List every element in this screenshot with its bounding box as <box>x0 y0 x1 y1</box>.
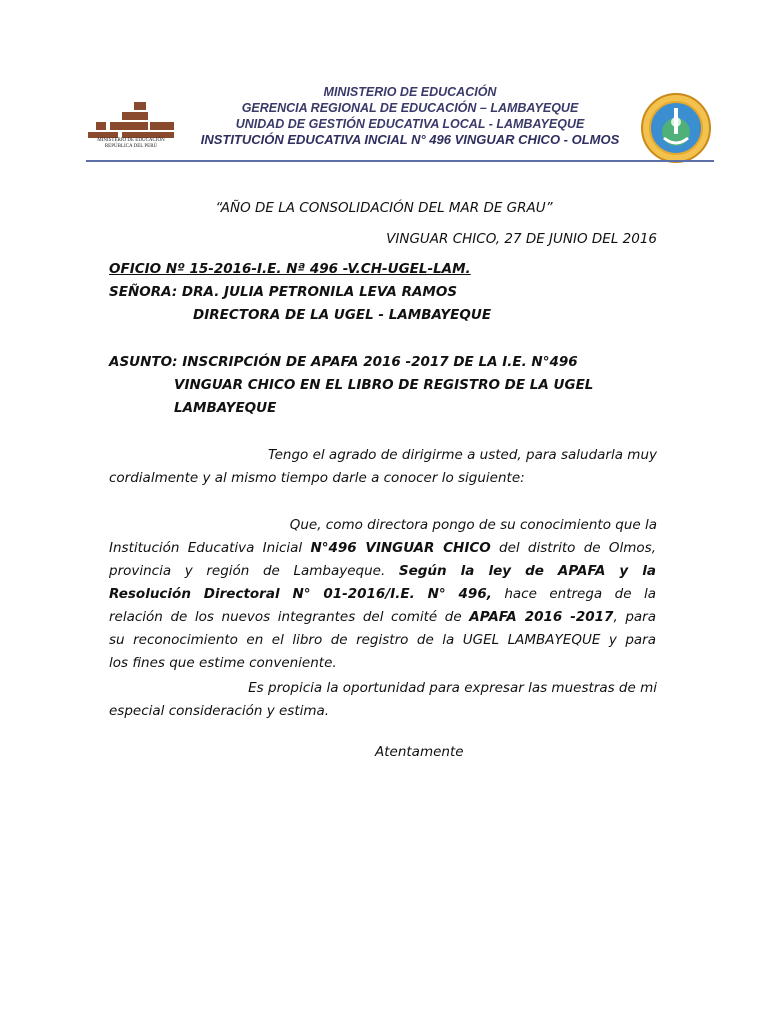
paragraph-2-line-3 <box>109 560 656 583</box>
paragraph-2-line-5 <box>109 606 656 629</box>
asunto-text: ASUNTO: INSCRIPCIÓN DE APAFA 2016 -2017 DE LA I.E. N°496 <box>109 354 578 370</box>
text-span-bold: Resolución Directoral N° 01-2016/I.E. N° 496, <box>109 586 492 602</box>
asunto-text: VINGUAR CHICO EN EL LIBRO DE REGISTRO DE LA UGEL <box>174 377 594 393</box>
header-ugel: UNIDAD DE GESTIÓN EDUCATIVA LOCAL - LAMBAYEQUE <box>235 117 585 131</box>
text-span: Institución Educativa Inicial <box>109 540 311 556</box>
text-span-bold: N°496 VINGUAR CHICO <box>310 540 491 556</box>
asunto-text: LAMBAYEQUE <box>174 400 277 416</box>
text-span-bold: Según la ley de APAFA y la <box>398 563 656 579</box>
paragraph-2-line-1: Que, como directora pongo de su conocimiento que la <box>289 517 657 533</box>
text-span: del distrito de Olmos, <box>490 540 656 556</box>
logo-caption-line: REPÚBLICA DEL PERÚ <box>104 144 158 149</box>
year-motto <box>0 197 768 220</box>
recipient-title-text: DIRECTORA DE LA UGEL - LAMBAYEQUE <box>193 307 492 323</box>
text-span: relación de los nuevos integrantes del comité de <box>109 609 470 625</box>
header-ministry: MINISTERIO DE EDUCACIÓN <box>323 85 497 99</box>
institution-seal-icon <box>640 92 712 164</box>
oficio-number <box>109 258 471 281</box>
logo-caption-line: MINISTERIO DE EDUCACIÓN <box>97 138 165 143</box>
paragraph-2-line-6: su reconocimiento en el libro de registro de la UGEL LAMBAYEQUE y para <box>109 632 656 648</box>
text-span: hace entrega de la <box>491 586 656 602</box>
asunto-line-2 <box>174 374 593 397</box>
header-gerencia: GERENCIA REGIONAL DE EDUCACIÓN – LAMBAYEQUE <box>241 101 579 115</box>
paragraph-1-line-2: cordialmente y al mismo tiempo darle a conocer lo siguiente: <box>109 470 525 486</box>
year-motto-text: “AÑO DE LA CONSOLIDACIÓN DEL MAR DE GRAU” <box>215 200 553 216</box>
asunto-line-3 <box>174 397 276 420</box>
recipient-text: SEÑORA: DRA. JULIA PETRONILA LEVA RAMOS <box>109 284 458 300</box>
paragraph-1-line-1: Tengo el agrado de dirigirme a usted, para saludarla muy <box>268 447 657 463</box>
paragraph-3-line-2: especial consideración y estima. <box>109 703 330 719</box>
asunto-line-1 <box>109 351 578 374</box>
paragraph-2-line-7: los fines que estime conveniente. <box>109 655 337 671</box>
text-span: , para <box>613 609 656 625</box>
logo-caption <box>86 138 176 150</box>
recipient <box>109 281 457 304</box>
paragraph-2-line-4 <box>109 583 656 606</box>
header-divider <box>86 160 714 162</box>
letterhead <box>170 84 650 148</box>
text-span-bold: APAFA 2016 -2017 <box>469 609 614 625</box>
paragraph-3-line-1: Es propicia la oportunidad para expresar las muestras de mi <box>248 680 657 696</box>
recipient-title <box>193 304 491 327</box>
paragraph-2-line-2 <box>109 537 656 560</box>
header-institution: INSTITUCIÓN EDUCATIVA INCIAL N° 496 VINGUAR CHICO - OLMOS <box>200 132 620 147</box>
text-span: provincia y región de Lambayeque. <box>109 563 399 579</box>
closing: Atentamente <box>375 744 464 760</box>
place-date: VINGUAR CHICO, 27 DE JUNIO DEL 2016 <box>386 231 657 247</box>
oficio-text: OFICIO Nº 15-2016-I.E. Nª 496 -V.CH-UGEL-LAM. <box>109 261 471 277</box>
